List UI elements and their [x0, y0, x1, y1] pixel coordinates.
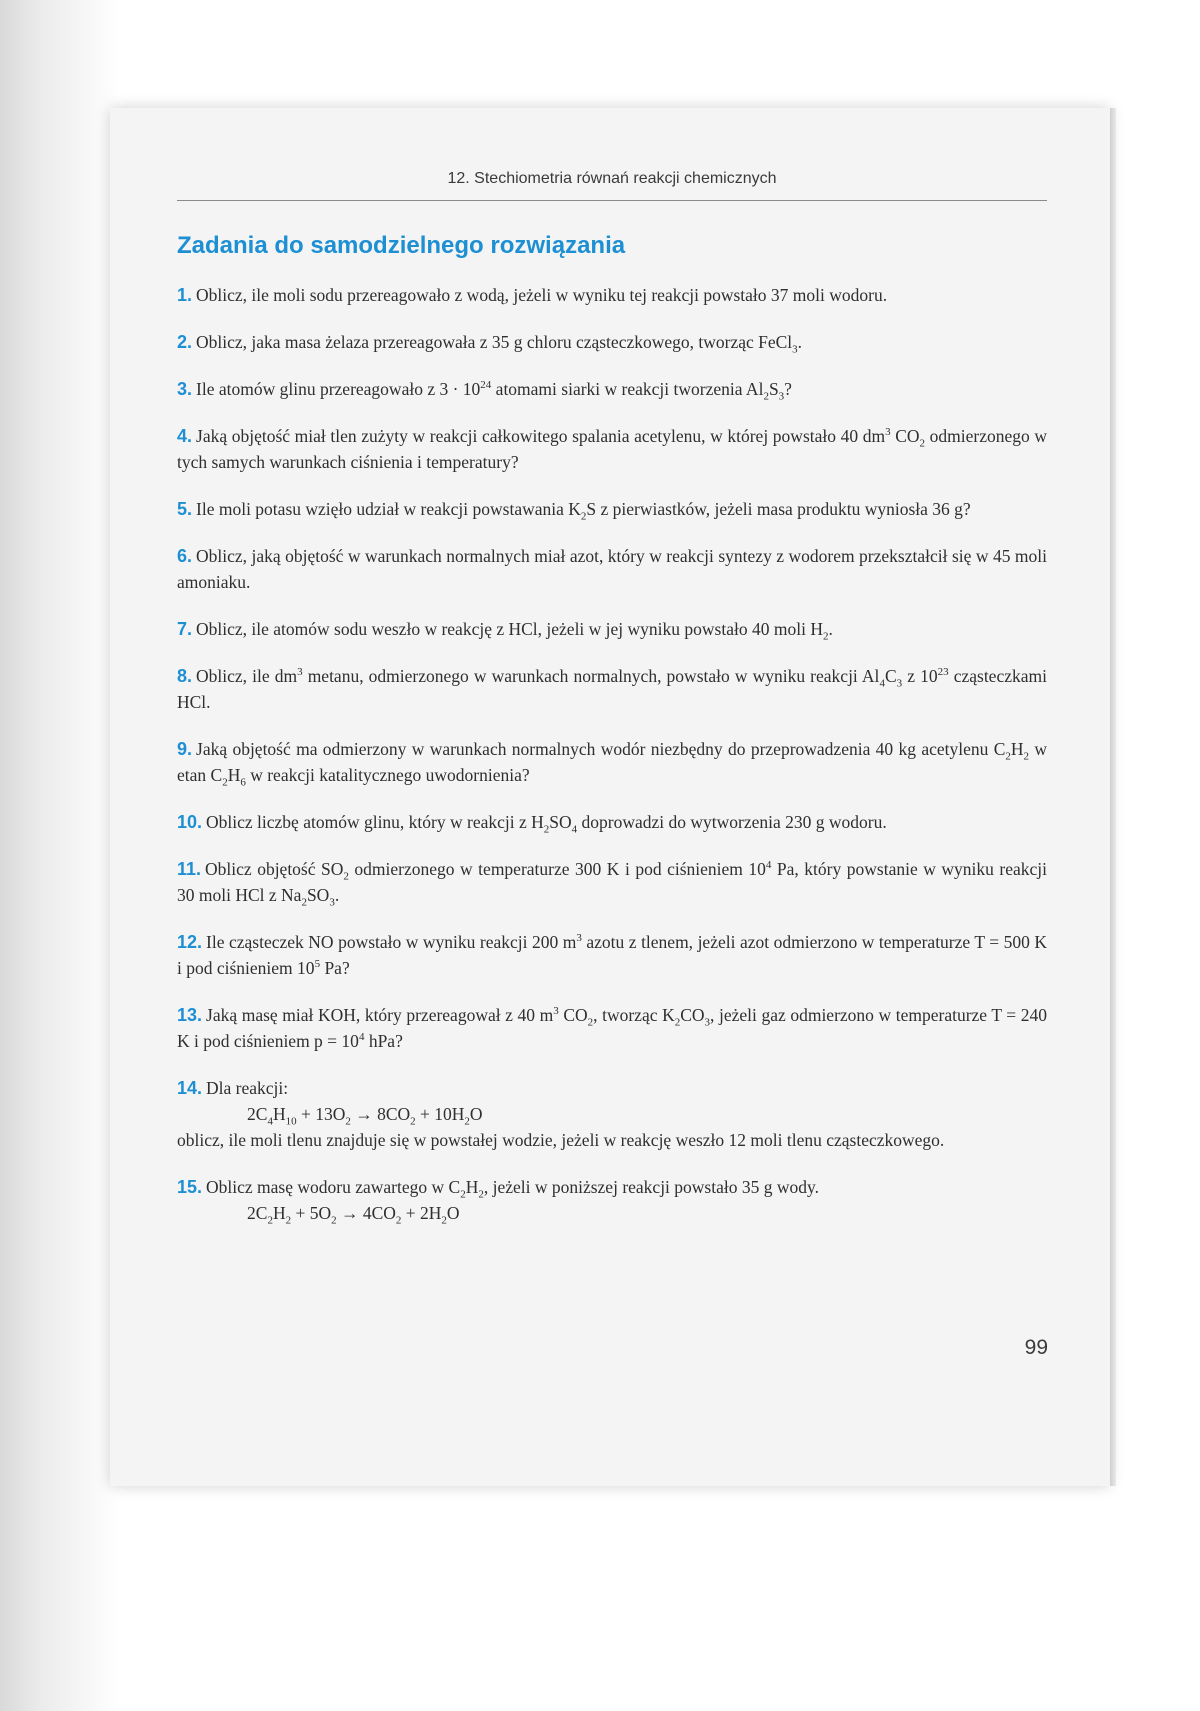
task-5: 5. Ile moli potasu wzięło udział w reakcji powstawania $K_2S$ z pierwiastków, jeżeli masa produktu wyniosła 36 g? [177, 499, 971, 523]
task-number: 3. [177, 379, 193, 399]
task-number: 2. [177, 332, 193, 352]
task-number: 5. [177, 499, 193, 519]
task-4: 4. Jaką objętość miał tlen zużyty w reakcji całkowitego spalania acetylenu, w której powstało 40 $dm^3$ $CO_2$ odmierzonego w tych samych warunkach ciśnienia i temperatury? [177, 426, 1048, 472]
page-number: 99 [1024, 1336, 1048, 1359]
task-number: 9. [177, 739, 193, 759]
task-12: 12. Ile cząsteczek NO powstało w wyniku reakcji 200 $m^3$ azotu z tlenem, jeżeli azot odmierzono w temperaturze T = 500 K i pod ciśnieniem $10^5$ Pa? [177, 932, 1047, 978]
scan-margin-shadow [0, 0, 120, 1711]
task-list [177, 282, 1047, 1247]
task-number: 14. [177, 1078, 203, 1098]
header-rule [177, 200, 1047, 201]
section-title: Zadania do samodzielnego rozwiązania [177, 232, 626, 259]
task-6: 6. Oblicz, jaką objętość w warunkach normalnych miał azot, który w reakcji syntezy z wodorem przekształcił się w 45 moli amoniaku. [177, 546, 1047, 592]
task-3: 3. Ile atomów glinu przereagowało z $3 \cdot 10^{24}$ atomami siarki w reakcji tworzenia $Al_2S_3$? [177, 379, 792, 403]
task-number: 11. [177, 859, 202, 879]
task-number: 7. [177, 619, 193, 639]
task-1: 1. Oblicz, ile moli sodu przereagowało z wodą, jeżeli w wyniku tej reakcji powstało 37 moli wodoru. [177, 285, 888, 305]
textbook-page [110, 108, 1110, 1486]
task-11: 11. Oblicz objętość $SO_2$ odmierzonego w temperaturze 300 K i pod ciśnieniem $10^4$ Pa, który powstanie w wyniku reakcji 30 moli HCl z $Na_2SO_3$. [177, 859, 1047, 909]
reaction-equation: $2C_2H_2 + 5O_2 \to 4CO_2 + 2H_2O$ [247, 1203, 460, 1227]
task-15: 15. Oblicz masę wodoru zawartego w $C_2H_2$, jeżeli w poniższej reakcji powstało 35 g wody. $2C_2H_2 + 5O_2 \to 4CO_2 + 2H_2O$ [177, 1174, 1047, 1226]
task-number: 15. [177, 1177, 203, 1197]
page-edge [1110, 108, 1116, 1486]
task-2: 2. Oblicz, jaka masa żelaza przereagowała z 35 g chloru cząsteczkowego, tworząc FeCl$_3$. [177, 332, 803, 356]
reaction-equation: $2C_4H_{10} + 13O_2 \to 8CO_2 + 10H_2O$ [247, 1104, 483, 1128]
task-7: 7. Oblicz, ile atomów sodu weszło w reakcję z HCl, jeżeli w jej wyniku powstało 40 moli $H_2$. [177, 619, 833, 643]
running-header: 12. Stechiometria równań reakcji chemicznych [447, 170, 777, 187]
task-9: 9. Jaką objętość ma odmierzony w warunkach normalnych wodór niezbędny do przeprowadzenia 40 kg acetylenu $C_2H_2$ w etan $C_2H_6$ w reakcji katalitycznego uwodornienia? [177, 739, 1048, 789]
task-number: 8. [177, 666, 193, 686]
task-8: 8. Oblicz, ile $dm^3$ metanu, odmierzonego w warunkach normalnych, powstało w wyniku reakcji $Al_4C_3$ z $10^{23}$ cząsteczkami HCl. [177, 666, 1047, 712]
task-number: 13. [177, 1005, 203, 1025]
task-number: 6. [177, 546, 193, 566]
task-10: 10. Oblicz liczbę atomów glinu, który w reakcji z $H_2SO_4$ doprowadzi do wytworzenia 230 g wodoru. [177, 812, 887, 836]
task-number: 4. [177, 426, 193, 446]
task-14: 14. Dla reakcji: $2C_4H_{10} + 13O_2 \to 8CO_2 + 10H_2O$ oblicz, ile moli tlenu znajduje się w powstałej wodzie, jeżeli w reakcję weszło 12 moli tlenu cząsteczkowego. [177, 1075, 1047, 1153]
task-number: 10. [177, 812, 203, 832]
task-number: 12. [177, 932, 203, 952]
task-number: 1. [177, 285, 193, 305]
task-13: 13. Jaką masę miał KOH, który przereagował z 40 $m^3$ $CO_2$, tworząc $K_2CO_3$, jeżeli gaz odmierzono w temperaturze T = 240 K i pod ciśnieniem $p = 10^4$ hPa? [177, 1005, 1047, 1051]
